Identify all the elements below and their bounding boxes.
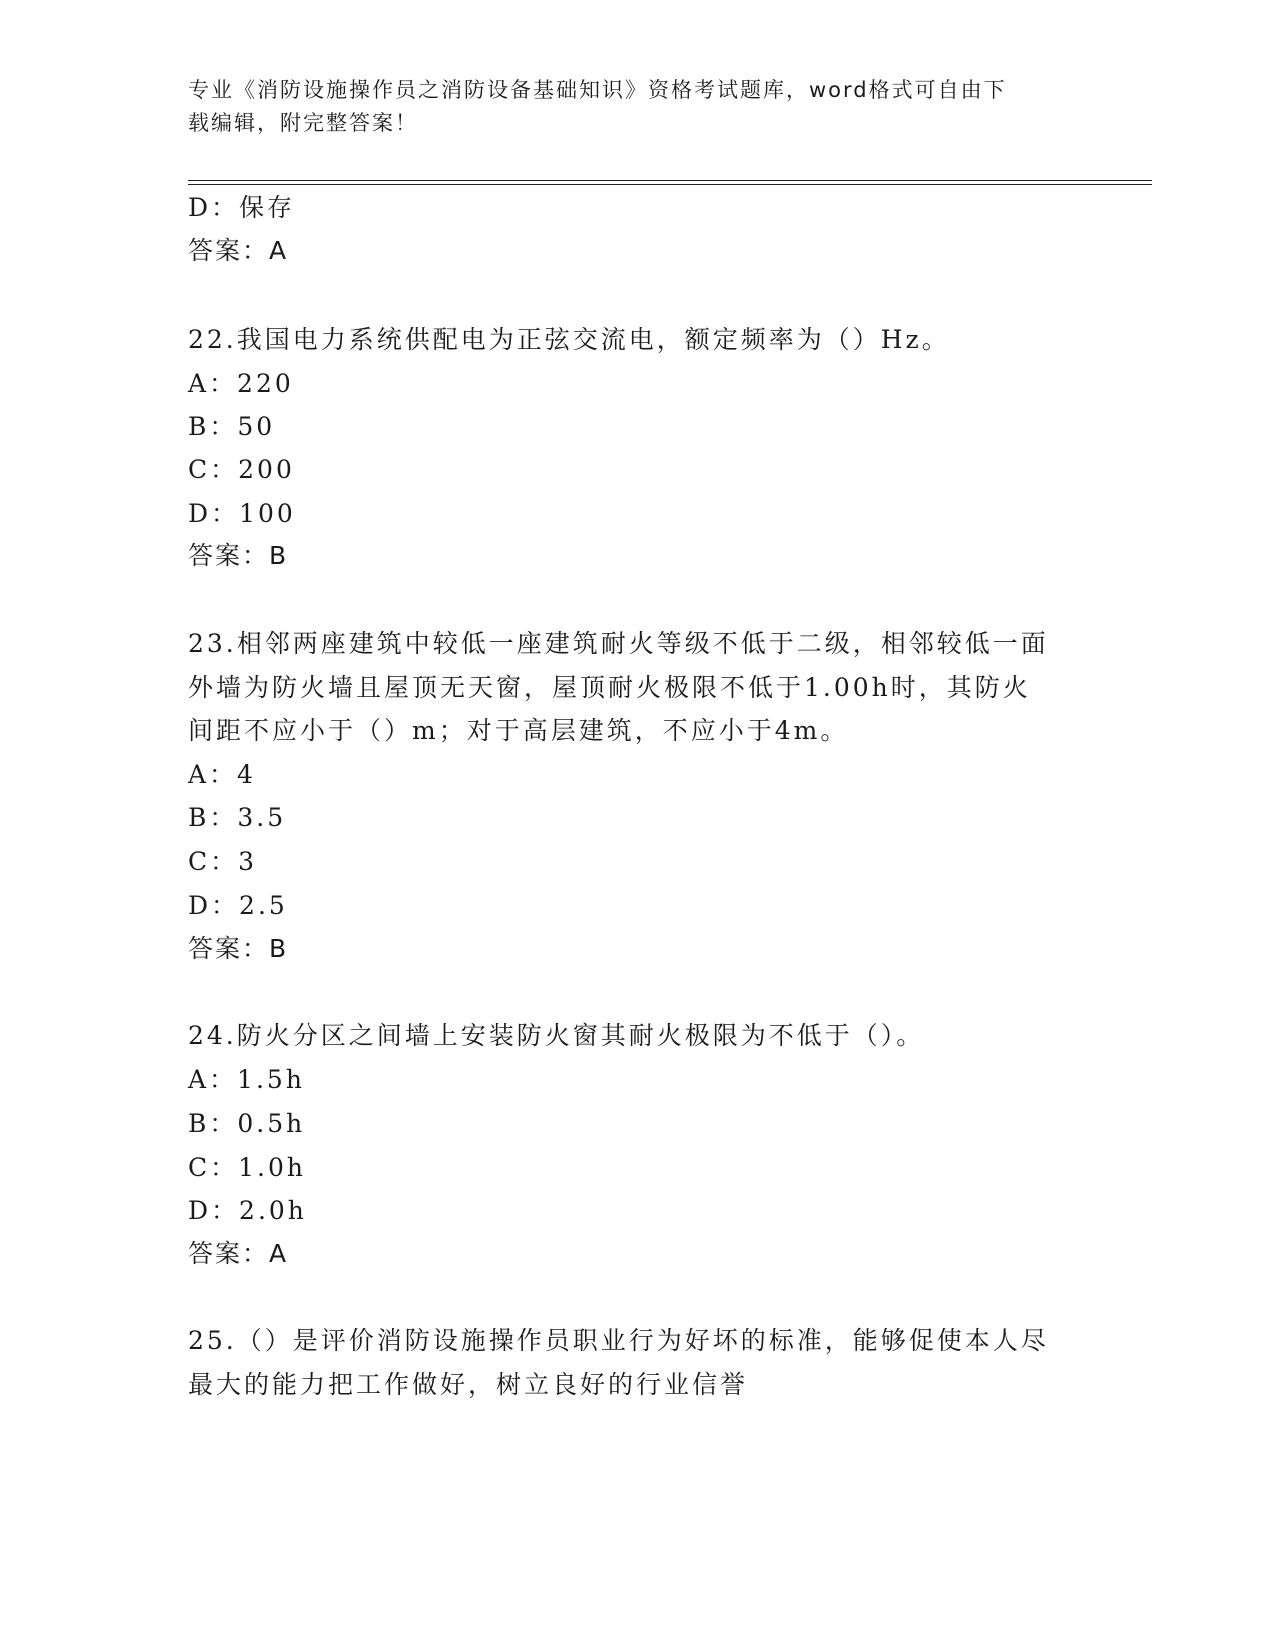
header-line-2: 载编辑，附完整答案！ [188, 111, 418, 135]
question-text-line: 24.防火分区之间墙上安装防火窗其耐火极限为不低于（）。 [188, 1021, 925, 1050]
option-b: B：0.5h [188, 1109, 306, 1138]
option-c: C：1.0h [188, 1153, 306, 1182]
question-text-line: 23.相邻两座建筑中较低一座建筑耐火等级不低于二级，相邻较低一面 [188, 629, 1049, 658]
option-c: C：3 [188, 847, 258, 876]
option-a: A：1.5h [188, 1065, 305, 1094]
header-line-1: 专业《消防设施操作员之消防设备基础知识》资格考试题库，word格式可自由下 [188, 78, 1007, 102]
answer: 答案：B [188, 541, 289, 570]
option-a: A：220 [188, 369, 294, 398]
option-d: D：100 [188, 499, 296, 528]
question-text-line: 25.（）是评价消防设施操作员职业行为好坏的标准，能够促使本人尽 [188, 1326, 1049, 1355]
document-header [188, 74, 1088, 140]
question-text-line: 最大的能力把工作做好，树立良好的行业信誉 [188, 1370, 749, 1399]
option-c: C：200 [188, 455, 295, 484]
prev-question-option-d: D：保存 [188, 193, 296, 222]
option-d: D：2.0h [188, 1196, 307, 1225]
option-b: B：50 [188, 412, 276, 441]
header-divider-top [188, 180, 1152, 181]
answer: 答案：B [188, 934, 289, 963]
question-text-line: 外墙为防火墙且屋顶无天窗，屋顶耐火极限不低于1.00h时，其防火 [188, 673, 1031, 702]
question-text-line: 22.我国电力系统供配电为正弦交流电，额定频率为（）Hz。 [188, 325, 950, 354]
option-b: B：3.5 [188, 803, 287, 832]
option-a: A：4 [188, 760, 256, 789]
question-text-line: 间距不应小于（）m；对于高层建筑，不应小于4m。 [188, 716, 849, 745]
option-d: D：2.5 [188, 891, 288, 920]
prev-question-answer: 答案：A [188, 236, 289, 265]
answer: 答案：A [188, 1239, 289, 1268]
header-divider-bottom [188, 184, 1152, 185]
